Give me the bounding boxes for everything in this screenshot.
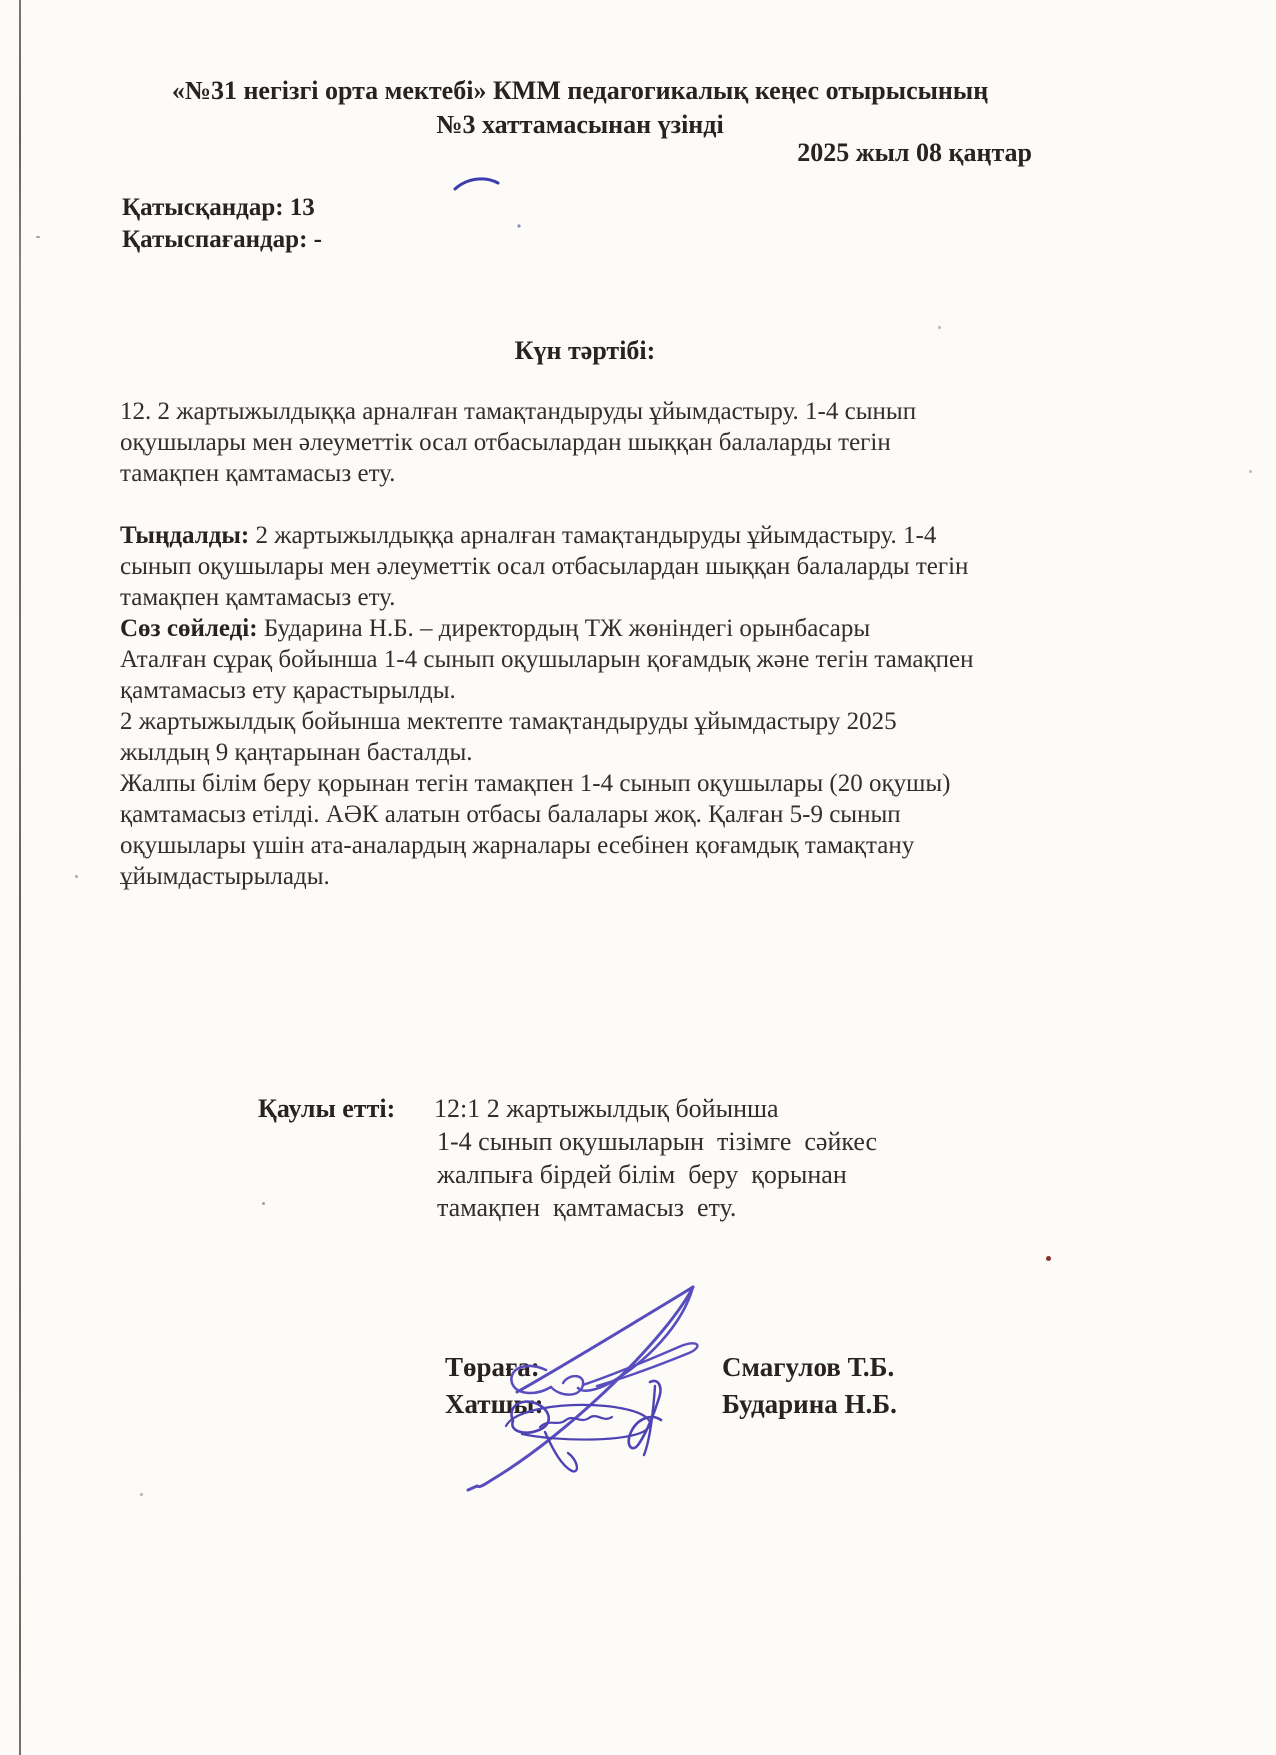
- chairman-name: Смагулов Т.Б.: [722, 1352, 895, 1382]
- spoke-label: Сөз сөйледі:: [120, 615, 258, 642]
- attendees-block: [122, 192, 322, 256]
- discussion-line: жылдың 9 қаңтарынан басталды.: [120, 739, 473, 766]
- scan-speck: [36, 236, 40, 238]
- spoke-text: Бударина Н.Б. – директордың ТЖ жөніндегі орынбасары: [257, 615, 871, 642]
- resolution-line: 1-4 сынып оқушыларын тізімге сәйкес: [437, 1127, 878, 1156]
- scan-speck: [262, 1202, 265, 1205]
- document-header: [60, 74, 1100, 142]
- secretary-signature: [410, 1130, 710, 1510]
- heard-text: 2 жартыжылдыққа арналған тамақтандыруды ұйымдастыру. 1-4: [249, 522, 937, 549]
- red-ink-speck: [1046, 1256, 1051, 1261]
- document-body: [120, 396, 973, 892]
- document-subtitle: №3 хаттамасынан үзінді: [436, 110, 724, 139]
- scan-edge-line: [19, 0, 21, 1755]
- resolution-line: [258, 1092, 877, 1125]
- speaker-line: [120, 613, 973, 644]
- discussion-line: Жалпы білім беру қорынан тегін тамақпен 1-4 сынып оқушылары (20 оқушы): [120, 770, 951, 797]
- document-date: 2025 жыл 08 қаңтар: [797, 138, 1032, 167]
- discussion-line: оқушылары үшін ата-аналардың жарналары есебінен қоғамдық тамақтану: [120, 832, 915, 859]
- paragraph-gap: [120, 489, 973, 520]
- agenda-item-line: оқушылары мен әлеуметтік осал отбасылардан шыққан балаларды тегін: [120, 429, 891, 456]
- resolution-label: Қаулы етті:: [258, 1094, 396, 1123]
- heard-label: Тыңдалды:: [120, 522, 250, 549]
- heard-line: тамақпен қамтамасыз ету.: [120, 584, 396, 611]
- scan-speck: [75, 875, 78, 878]
- agenda-item-line: тамақпен қамтамасыз ету.: [120, 460, 396, 487]
- discussion-line: қамтамасыз етілді. АӘК алатын отбасы балалары жоқ. Қалған 5-9 сынып: [120, 801, 901, 828]
- resolution-line: тамақпен қамтамасыз ету.: [437, 1193, 737, 1222]
- secretary-name: Бударина Н.Б.: [722, 1389, 897, 1419]
- resolution-line: жалпыға бірдей білім беру қорынан: [437, 1160, 847, 1189]
- scan-speck: [1249, 470, 1252, 473]
- discussion-line: қамтамасыз ету қарастырылды.: [120, 677, 456, 704]
- heard-line: сынып оқушылары мен әлеуметтік осал отбасылардан шыққан балаларды тегін: [120, 553, 969, 580]
- discussion-line: ұйымдастырылады.: [120, 863, 330, 890]
- discussion-line: 2 жартыжылдық бойынша мектепте тамақтандыруды ұйымдастыру 2025: [120, 708, 897, 735]
- secretary-label: Хатшы:: [445, 1389, 544, 1419]
- heard-line: [120, 520, 973, 551]
- discussion-line: Аталған сұрақ бойынша 1-4 сынып оқушыларын қоғамдық және тегін тамақпен: [120, 646, 974, 673]
- pen-mark: [445, 168, 535, 238]
- agenda-heading: Күн тәртібі:: [514, 336, 656, 365]
- document-title: «№31 негізгі орта мектебі» КММ педагогикалық кеңес отырысының: [171, 76, 989, 105]
- resolution-text: 12:1 2 жартыжылдық бойынша: [434, 1094, 779, 1123]
- absent-count: Қатыспағандар: -: [122, 226, 322, 253]
- scan-speck: [140, 1493, 143, 1496]
- agenda-item-line: 12. 2 жартыжылдыққа арналған тамақтандыруды ұйымдастыру. 1-4 сынып: [120, 398, 917, 425]
- present-count: Қатысқандар: 13: [122, 194, 315, 221]
- scan-speck: [938, 326, 941, 329]
- chairman-label: Төраға:: [445, 1352, 540, 1382]
